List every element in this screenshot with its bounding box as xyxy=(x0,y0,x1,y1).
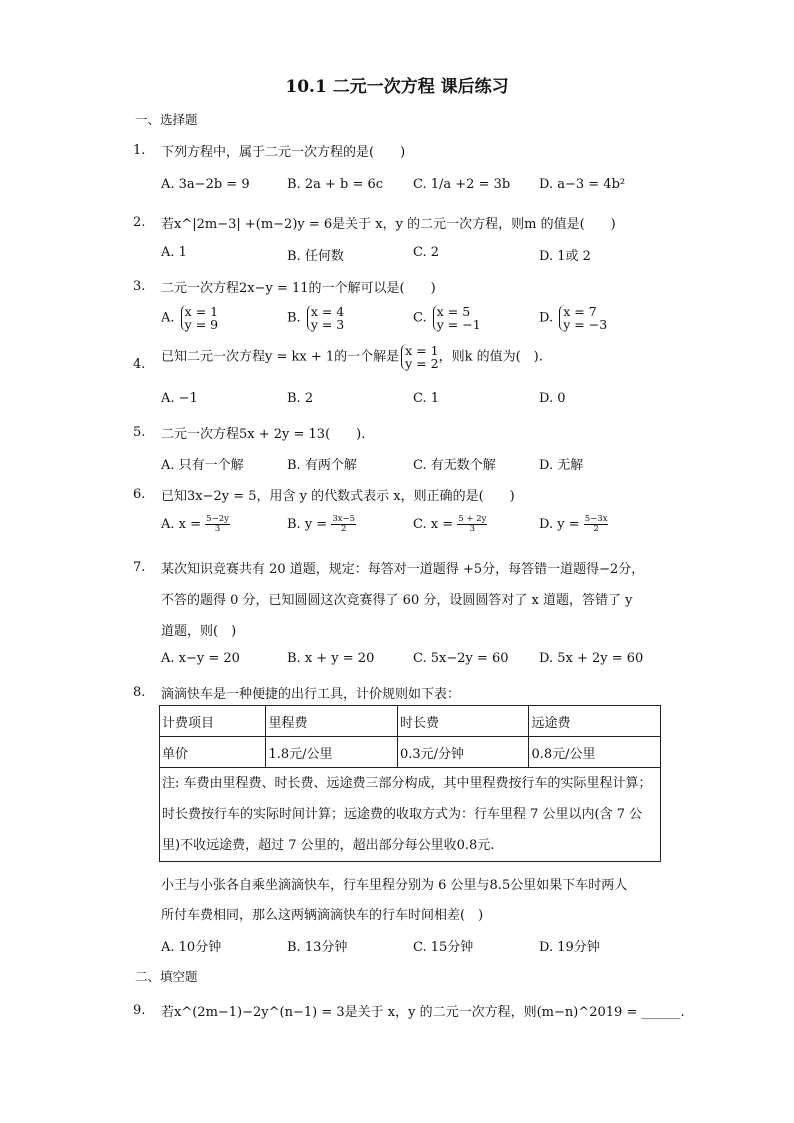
option-letter: A. xyxy=(161,310,175,326)
table-cell: 1.8元/公里 xyxy=(266,737,398,768)
table-cell: 0.3元/分钟 xyxy=(397,737,529,768)
q6-option-c: C. x = $\frac{5 + 2y}{3}$ xyxy=(413,514,487,534)
fraction: $\frac{5-2y}{3}$ xyxy=(206,514,229,534)
table-cell: 远途费 xyxy=(529,706,661,737)
option-letter: D. xyxy=(539,310,554,326)
question-8-line-2: 所付车费相同，那么这两辆滴滴快车的行车时间相差( ) xyxy=(161,908,484,923)
table-cell: 计费项目 xyxy=(160,706,266,737)
q5-option-b: B. 有两个解 xyxy=(287,458,357,473)
question-7-line-1: 某次知识竞赛共有 20 道题，规定：每答对一道题得 +5分，每答错一道题得−2分， xyxy=(161,562,645,577)
q2-option-a: A. 1 xyxy=(161,245,187,260)
q5-option-a: A. 只有一个解 xyxy=(161,458,244,473)
q5-option-d: D. 无解 xyxy=(539,458,584,473)
q2-option-b: B. 任何数 xyxy=(287,249,344,264)
option-letter: C. xyxy=(413,310,427,326)
q1-option-a: A. 3a−2b = 9 xyxy=(161,177,250,192)
q6-option-b: B. y = $\frac{3x-5}{2}$ xyxy=(287,514,356,534)
q3-option-c xyxy=(413,305,481,331)
question-number: 9. xyxy=(133,1003,146,1018)
q3-option-d xyxy=(539,305,607,331)
page-title: 10.1 二元一次方程 课后练习 xyxy=(285,77,509,97)
q8-option-a: A. 10分钟 xyxy=(161,940,222,955)
table-cell: 时长费 xyxy=(397,706,529,737)
fraction: $\frac{3x-5}{2}$ xyxy=(332,514,356,534)
q4-option-d: D. 0 xyxy=(539,391,566,406)
q1-option-c: C. 1/a +2 = 3b xyxy=(413,177,511,192)
q8-option-d: D. 19分钟 xyxy=(539,940,600,955)
q2-option-d: D. 1或 2 xyxy=(539,249,591,264)
equation-system: x = 1 y = 9 xyxy=(181,305,218,331)
q6-option-a: A. x = $\frac{5-2y}{3}$ xyxy=(161,514,229,534)
question-8-intro: 滴滴快车是一种便捷的出行工具，计价规则如下表： xyxy=(161,687,461,702)
table-row xyxy=(160,737,661,768)
table-cell: 里程费 xyxy=(266,706,398,737)
fare-table xyxy=(159,705,661,862)
q7-option-a: A. x−y = 20 xyxy=(161,651,240,666)
q5-option-c: C. 有无数个解 xyxy=(413,458,496,473)
question-number: 2. xyxy=(133,215,146,230)
question-number: 4. xyxy=(133,357,146,372)
equation-system: x = 5 y = −1 xyxy=(433,305,481,331)
q4-option-c: C. 1 xyxy=(413,391,440,406)
table-note: 注: 车费由里程费、时长费、远途费三部分构成，其中里程费按行车的实际里程计算；时长费按行车的实际时间计算；远途费的收取方式为：行车里程 7 公里以内(含 7 公里)不收远途费，超过 7 公里的，超出部分每公里收0.8元. xyxy=(160,768,661,862)
question-7-line-2: 不答的题得 0 分，已知圆圆这次竞赛得了 60 分，设圆圆答对了 x 道题，答错了 y xyxy=(161,593,633,608)
fraction: $\frac{5-3x}{2}$ xyxy=(584,514,608,534)
question-number: 7. xyxy=(133,560,146,575)
q8-option-c: C. 15分钟 xyxy=(413,940,474,955)
q6-option-d: D. y = $\frac{5-3x}{2}$ xyxy=(539,514,608,534)
question-2-text: 若x^|2m−3| +(m−2)y = 6是关于 x，y 的二元一次方程，则m 的值是( ) xyxy=(161,217,616,232)
question-number: 3. xyxy=(133,279,146,294)
option-letter: B. xyxy=(287,310,301,326)
q3-option-b xyxy=(287,305,344,331)
equation-system: x = 4 y = 3 xyxy=(307,305,344,331)
q7-option-b: B. x + y = 20 xyxy=(287,651,375,666)
question-8-line-1: 小王与小张各自乘坐滴滴快车，行车里程分别为 6 公里与8.5公里如果下车时两人 xyxy=(161,878,628,893)
question-5-text: 二元一次方程5x + 2y = 13( ). xyxy=(161,427,366,442)
table-header-row xyxy=(160,706,661,737)
section-heading-fill: 二、填空题 xyxy=(135,969,198,984)
q4-option-a: A. −1 xyxy=(161,391,198,406)
q1-option-d: D. a−3 = 4b² xyxy=(539,177,626,192)
equation-system: x = 7 y = −3 xyxy=(559,305,607,331)
fraction: $\frac{5 + 2y}{3}$ xyxy=(458,514,487,534)
q2-option-c: C. 2 xyxy=(413,245,440,260)
question-3-text: 二元一次方程2x−y = 11的一个解可以是( ) xyxy=(161,281,436,296)
question-7-line-3: 道题，则( ) xyxy=(161,624,237,639)
question-number: 1. xyxy=(133,143,146,158)
table-row xyxy=(160,768,661,862)
question-1-text: 下列方程中，属于二元一次方程的是( ) xyxy=(161,145,406,160)
q3-option-a xyxy=(161,305,218,331)
table-cell: 单价 xyxy=(160,737,266,768)
question-number: 5. xyxy=(133,425,146,440)
q1-option-b: B. 2a + b = 6c xyxy=(287,177,384,192)
table-cell: 0.8元/公里 xyxy=(529,737,661,768)
q4-option-b: B. 2 xyxy=(287,391,314,406)
q8-option-b: B. 13分钟 xyxy=(287,940,348,955)
question-4-text: 已知二元一次方程y = kx + 1的一个解是 x = 1 y = 2，则k 的值为( ). xyxy=(161,343,543,371)
section-heading-choice: 一、选择题 xyxy=(135,112,198,127)
question-6-text: 已知3x−2y = 5，用含 y 的代数式表示 x，则正确的是( ) xyxy=(161,489,515,504)
q7-option-c: C. 5x−2y = 60 xyxy=(413,651,509,666)
q7-option-d: D. 5x + 2y = 60 xyxy=(539,651,644,666)
question-9-text: 若x^(2m−1)−2y^(n−1) = 3是关于 x，y 的二元一次方程，则(m−n)^2019 = ______. xyxy=(161,1005,685,1020)
equation-system: x = 1 y = 2 xyxy=(401,344,438,370)
question-number: 8. xyxy=(133,685,146,700)
question-number: 6. xyxy=(133,487,146,502)
